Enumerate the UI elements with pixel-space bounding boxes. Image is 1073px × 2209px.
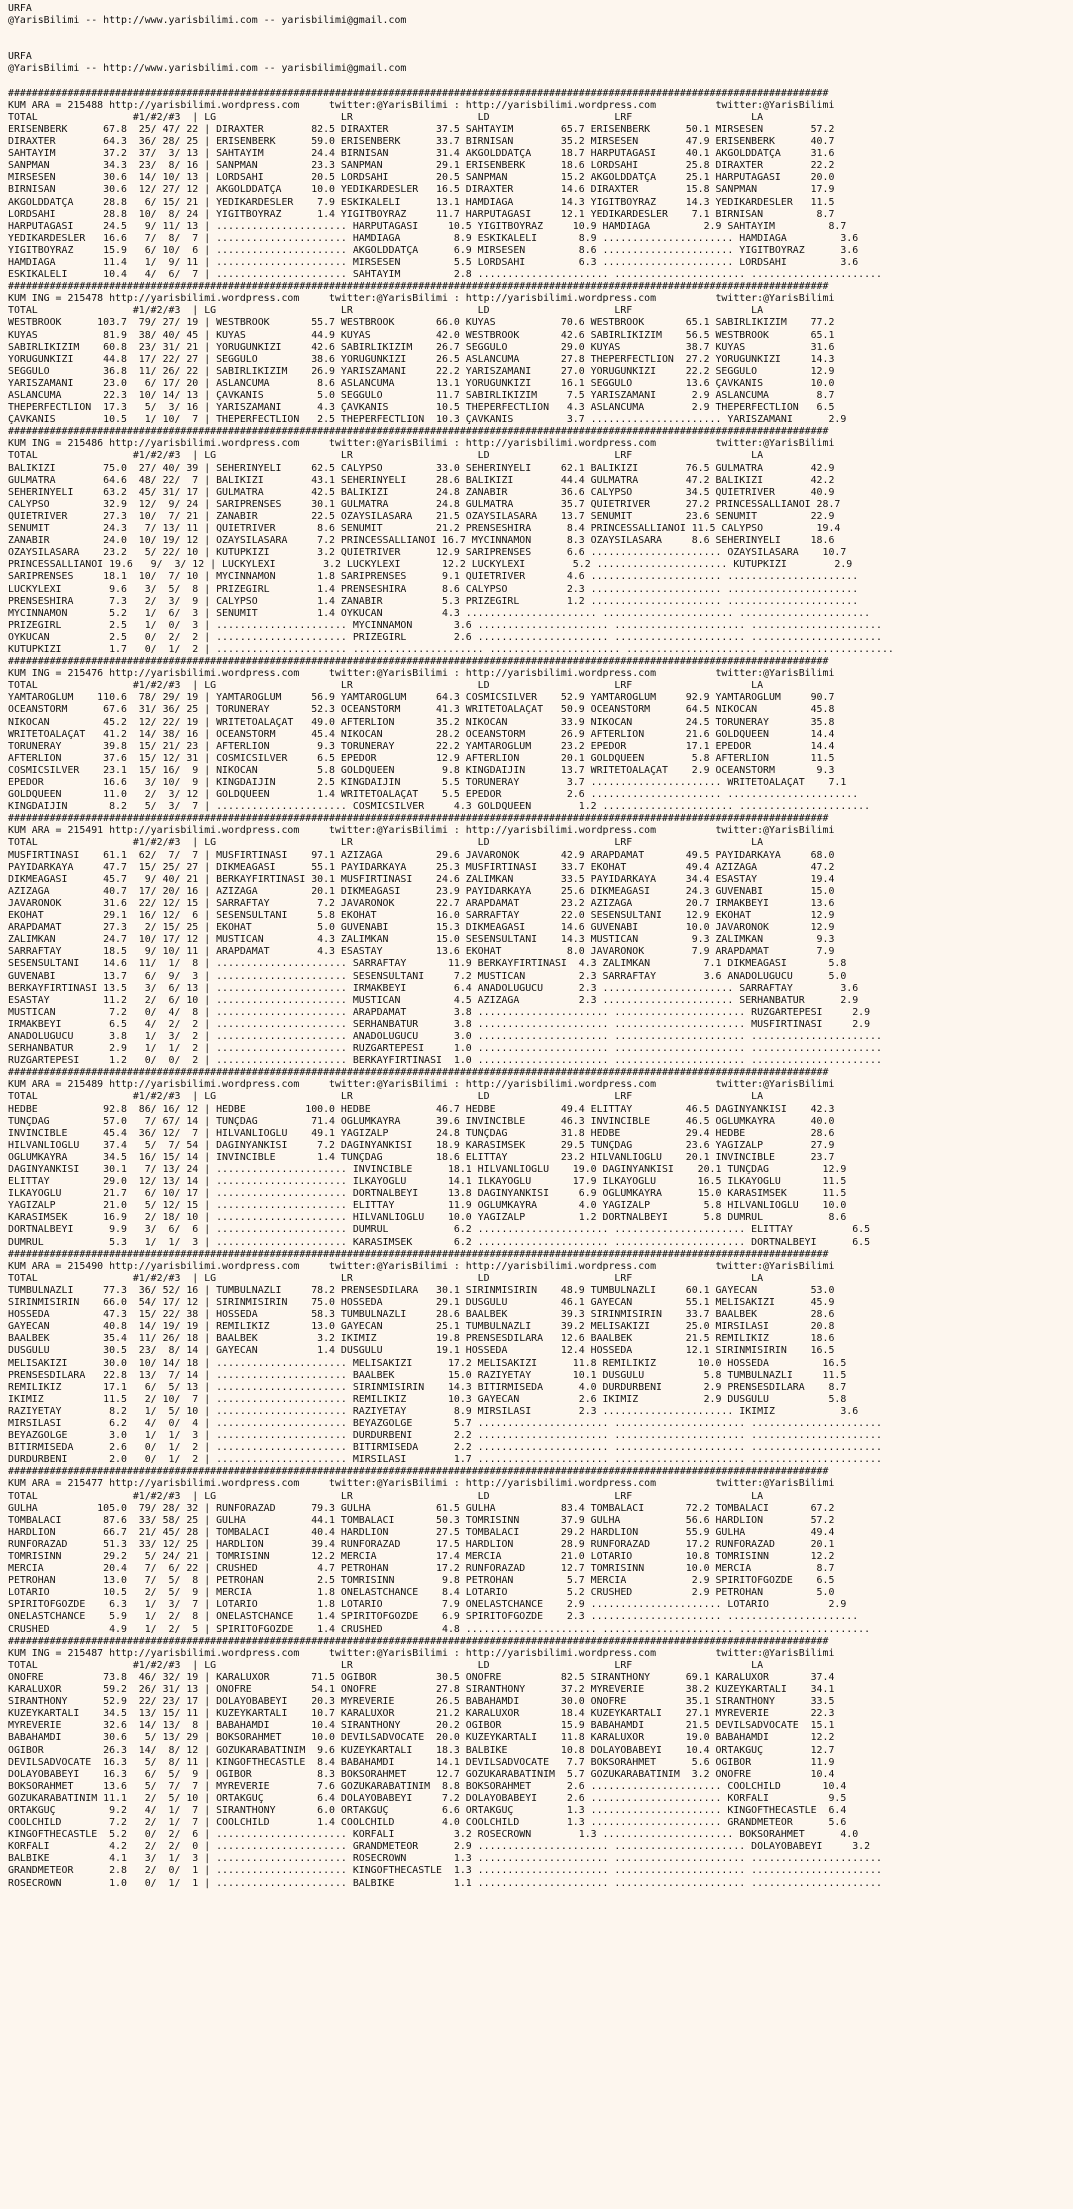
table-row: ÇAVKANIS 10.5 1/ 10/ 7 | THEPERFECTLION 2.5 THEPERFECTLION 10.3 ÇAVKANIS 3.7 ...................... YARISZAMANI 2.9 xyxy=(8,414,847,426)
table-row: IKIMIZ 11.5 2/ 10/ 7 | ...................... REMILIKIZ 10.3 GAYECAN 2.6 IKIMIZ 2.9 DÜSGÜLÜ 5.8 xyxy=(8,1393,847,1405)
table-row: MERCIA 20.4 7/ 6/ 22 | CRUSHED 4.7 PETROHAN 17.2 RUNFORAZAD 12.7 TOMRISINN 10.0 MERCIA 8.7 xyxy=(8,1563,835,1575)
table-row: ANADOLUGÜCÜ 3.8 1/ 3/ 2 | ...................... ANADOLUGÜCÜ 3.0 ...................... ...................... ...................... xyxy=(8,1030,882,1042)
table-row: SIRANTHONY 52.9 22/ 23/ 17 | DOLAYOBABEYI 20.3 MYREVERIE 26.5 BABAHAMDI 30.0 ONOFRE 35.1 SIRANTHONY 33.5 xyxy=(8,1696,835,1708)
race-header: KUM ARA = 215489 http://yarisbilimi.wordpress.com twitter:@YarisBilimi : http://yarisbilimi.wordpress.com twitter:@YarisBilimi xyxy=(8,1079,835,1091)
table-row: PRENSESDILARA 22.8 13/ 7/ 14 | ...................... BAALBEK 15.0 RAZIYETAY 10.1 DÜSGÜLÜ 5.8 TUMBULNAZLI 11.5 xyxy=(8,1369,847,1381)
table-row: YEDIKARDESLER 16.6 7/ 8/ 7 | ...................... HAMDIAGA 8.9 ESKIKALELI 8.9 ...................... HAMDIAGA 3.6 xyxy=(8,232,859,244)
table-row: KARASIMSEK 16.9 2/ 18/ 10 | ...................... HILVANLIOGLU 10.0 YAGIZALP 1.2 DÖRTNALBEYI 5.8 DUMRUL 8.6 xyxy=(8,1212,847,1224)
table-row: COSMICSILVER 23.1 15/ 16/ 9 | NIKOCAN 5.8 GOLDQUEEN 9.8 KINGDAIJIN 13.7 WRITETOALAÇAT 2.9 OCEANSTORM 9.3 xyxy=(8,764,835,776)
table-row: MYCINNAMON 5.2 1/ 6/ 3 | SENÜMIT 1.4 ÖYKÜCAN 4.3 ...................... ...................... ...................... xyxy=(8,607,871,619)
table-row: DAGINYANKISI 30.1 7/ 13/ 24 | ...................... INVINCIBLE 18.1 HILVANLIOGLU 19.0 DAGINYANKISI 20.1 TUNÇDAG 12.9 xyxy=(8,1164,847,1175)
column-header: TOTAL #1/#2/#3 | LG LR LD LRF LA xyxy=(8,680,764,692)
table-row: ILKAYOGLU 21.7 6/ 10/ 17 | ...................... DÖRTNALBEYI 13.8 DAGINYANKISI 6.9 OGLUMKAYRA 15.0 KARASIMSEK 11.5 xyxy=(8,1188,847,1200)
column-header: TOTAL #1/#2/#3 | LG LR LD LRF LA xyxy=(8,1272,764,1284)
table-row: ROSECROWN 1.0 0/ 1/ 1 | ...................... BALBIKE 1.1 ...................... ...................... ...................... xyxy=(8,1877,882,1889)
section-divider: ########################################################################################################################################## xyxy=(8,426,829,438)
table-row: SANPMAN 34.3 23/ 8/ 16 | SANPMAN 23.3 SANPMAN 29.1 ERISENBERK 18.6 LORDSAHI 25.8 DIRAXTER 22.2 xyxy=(8,160,835,172)
race-header: KUM ARA = 215491 http://yarisbilimi.wordpress.com twitter:@YarisBilimi : http://yarisbilimi.wordpress.com twitter:@YarisBilimi xyxy=(8,825,835,837)
table-row: MELISAKIZI 30.0 10/ 14/ 18 | ...................... MELISAKIZI 17.2 MELISAKIZI 11.8 REMILIKIZ 10.0 HOSSEDA 16.5 xyxy=(8,1357,847,1369)
section-divider: ########################################################################################################################################## xyxy=(8,281,829,293)
table-row: YARISZAMANI 23.0 6/ 17/ 20 | ASLANCUMA 8.6 ASLANCUMA 13.1 YÖRÜGÜNKIZI 16.1 SEGGÜLO 13.6 ÇAVKANIS 10.0 xyxy=(8,377,835,389)
table-row: YÖRÜGÜNKIZI 44.8 17/ 22/ 27 | SEGGÜLO 38.6 YÖRÜGÜNKIZI 26.5 ASLANCUMA 27.8 THEPERFECTLION 27.2 YÖRÜGÜNKIZI 14.3 xyxy=(8,353,835,365)
table-row: RUNFORAZAD 51.3 33/ 12/ 25 | HARDLION 39.4 RUNFORAZAD 17.5 HARDLION 28.9 RUNFORAZAD 17.2 RUNFORAZAD 20.1 xyxy=(8,1538,835,1550)
race-header: KUM ING = 215487 http://yarisbilimi.wordpress.com twitter:@YarisBilimi : http://yarisbilimi.wordpress.com twitter:@YarisBilimi xyxy=(8,1647,835,1659)
table-row: BERKAYFIRTINASI 13.5 3/ 6/ 13 | ...................... IRMAKBEYI 6.4 ANADOLUGÜCÜ 2.3 ...................... SARRAFTAY 3.6 xyxy=(8,982,859,994)
table-row: ÖZAYSILASARA 23.2 5/ 22/ 10 | KUTUPKIZI 3.2 QUIETRIVER 12.9 SARIPRENSES 6.6 ...................... ÖZAYSILASARA 10.7 xyxy=(8,547,847,559)
column-header: TOTAL #1/#2/#3 | LG LR LD LRF LA xyxy=(8,837,764,849)
table-row: EPEDOR 16.6 3/ 10/ 9 | KINGDAIJIN 2.5 KINGDAIJIN 5.5 TORUNERAY 3.7 ...................... WRITETOALAÇAT 7.1 xyxy=(8,777,847,788)
table-row: DEVILSADVOCATE 16.3 5/ 8/ 11 | KINGOFTHECASTLE 8.4 BABAHAMDI 14.1 DEVILSADVOCATE 7.7 BOKSÖRAHMET 5.6 OGIBOR 11.9 xyxy=(8,1756,835,1768)
table-row: HARPUTAGASI 24.5 9/ 11/ 13 | ...................... HARPUTAGASI 10.5 YIGITBOYRAZ 10.9 HAMDIAGA 2.9 SAHTAYIM 8.7 xyxy=(8,220,847,232)
table-row: BOKSÖRAHMET 13.6 5/ 7/ 7 | MYREVERIE 7.6 GÖZÜKARABATINIM 8.8 BOKSÖRAHMET 2.6 ...................... COOLCHILD 10.4 xyxy=(8,1780,847,1792)
table-row: SAHTAYIM 37.2 37/ 3/ 13 | SAHTAYIM 24.4 BIRNISAN 31.4 AKGOLDDATÇA 18.7 HARPUTAGASI 40.1 AKGOLDDATÇA 31.6 xyxy=(8,148,835,160)
table-row: HOSSEDA 47.3 15/ 22/ 38 | HOSSEDA 58.3 TUMBULNAZLI 28.6 BAALBEK 39.3 SIRINMISIRIN 33.7 BAALBEK 28.6 xyxy=(8,1309,835,1321)
table-row: GÜLHA 105.0 79/ 28/ 32 | RUNFORAZAD 79.3 GÜLHA 61.5 GÜLHA 83.4 TOMBALACI 72.2 TOMBALACI 67.2 xyxy=(8,1502,835,1514)
race-header: KUM ING = 215476 http://yarisbilimi.wordpress.com twitter:@YarisBilimi : http://yarisbilimi.wordpress.com twitter:@YarisBilimi xyxy=(8,668,835,680)
table-row: HILVANLIOGLU 37.4 5/ 7/ 54 | DAGINYANKISI 7.2 DAGINYANKISI 18.9 KARASIMSEK 29.5 TUNÇDAG 23.6 YAGIZALP 27.9 xyxy=(8,1139,835,1151)
table-row: BABAHAMDI 30.6 5/ 13/ 29 | BOKSÖRAHMET 10.0 DEVILSADVOCATE 20.0 KUZEYKARTALI 11.8 KARALUXOR 19.0 BABAHAMDI 12.2 xyxy=(8,1732,835,1744)
table-row: SERHANBATUR 2.9 1/ 1/ 2 | ...................... RÜZGARTEPESI 1.0 ...................... ...................... ...................... xyxy=(8,1043,882,1055)
table-row: KUTUPKIZI 1.7 0/ 1/ 2 | ...................... ...................... ...................... ...................... ...................... xyxy=(8,643,894,655)
section-divider: ########################################################################################################################################## xyxy=(8,1466,829,1478)
table-row: BALIKIZI 75.0 27/ 40/ 39 | SEHERINYELI 62.5 CALYPSO 33.0 SEHERINYELI 62.1 BALIKIZI 76.5 GÜLMATRA 42.9 xyxy=(8,462,835,474)
page-title: URFA xyxy=(8,51,32,63)
table-row: SESENSULTANI 14.6 11/ 1/ 8 | ...................... SARRAFTAY 11.9 BERKAYFIRTINASI 4.3 ZALIMKAN 7.1 DIKMEAGASI 5.8 xyxy=(8,958,847,970)
table-row: BITIRMISEDA 2.6 0/ 1/ 2 | ...................... BITIRMISEDA 2.2 ...................... ...................... ...................... xyxy=(8,1442,882,1454)
table-row: DIRAXTER 64.3 36/ 28/ 25 | ERISENBERK 59.0 ERISENBERK 33.7 BIRNISAN 35.2 MIRSESEN 47.9 ERISENBERK 40.7 xyxy=(8,136,835,148)
table-row: MUSTICAN 7.2 0/ 4/ 8 | ...................... ARAPDAMAT 3.8 ...................... ...................... RÜZGARTEPESI 2.9 xyxy=(8,1006,871,1018)
table-row: JAVARONOK 31.6 22/ 12/ 15 | SARRAFTAY 7.2 JAVARONOK 22.7 ARAPDAMAT 23.2 AZIZAGA 20.7 IRMAKBEYI 13.6 xyxy=(8,897,835,909)
table-row: RAZIYETAY 8.2 1/ 5/ 10 | ...................... RAZIYETAY 8.9 MIRSILASI 2.3 ...................... IKIMIZ 3.6 xyxy=(8,1405,859,1417)
table-row: HEDBE 92.8 86/ 16/ 12 | HEDBE 100.0 HEDBE 46.7 HEDBE 49.4 ELITTAY 46.5 DAGINYANKISI 42.3 xyxy=(8,1103,835,1115)
table-row: MIRSILASI 6.2 4/ 0/ 4 | ...................... BEYAZGÖLGE 5.7 ...................... ...................... ...................... xyxy=(8,1417,882,1429)
section-divider: ########################################################################################################################################## xyxy=(8,87,829,99)
table-row: MUSFIRTINASI 61.1 62/ 7/ 7 | MUSFIRTINASI 97.1 AZIZAGA 29.6 JAVARONOK 42.9 ARAPDAMAT 49.5 PAYIDARKAYA 68.0 xyxy=(8,849,835,861)
column-header: TOTAL #1/#2/#3 | LG LR LD LRF LA xyxy=(8,305,764,317)
table-row: SPIRITOFGÖZDE 6.3 1/ 3/ 7 | LOTARIO 1.8 LOTARIO 7.9 ONELASTCHANCE 2.9 ...................... LOTARIO 2.9 xyxy=(8,1599,847,1611)
section-divider: ########################################################################################################################################## xyxy=(8,1067,829,1079)
blank-line xyxy=(8,76,1073,88)
table-row: COOLCHILD 7.2 2/ 1/ 7 | COOLCHILD 1.4 COOLCHILD 4.0 COOLCHILD 1.3 ...................... GRANDMETEOR 5.6 xyxy=(8,1817,847,1829)
table-row: PETROHAN 13.0 7/ 5/ 8 | PETROHAN 2.5 TOMRISINN 9.8 PETROHAN 5.7 MERCIA 2.9 SPIRITOFGÖZDE 6.5 xyxy=(8,1575,835,1587)
race-header: KUM ARA = 215488 http://yarisbilimi.wordpress.com twitter:@YarisBilimi : http://yarisbilimi.wordpress.com twitter:@YarisBilimi xyxy=(8,99,835,111)
table-row: ÖYKÜCAN 2.5 0/ 2/ 2 | ...................... PRIZEGIRL 2.6 ...................... ...................... ...................... xyxy=(8,631,882,643)
table-row: PRIZEGIRL 2.5 1/ 0/ 3 | ...................... MYCINNAMON 3.6 ...................... ...................... ...................... xyxy=(8,619,882,631)
table-row: REMILIKIZ 17.1 6/ 5/ 13 | ...................... SIRINMISIRIN 14.3 BITIRMISEDA 4.0 DURDURBENI 2.9 PRENSESDILARA 8.7 xyxy=(8,1381,847,1393)
table-row: OCEANSTORM 67.6 31/ 36/ 25 | TORUNERAY 52.3 OCEANSTORM 41.3 WRITETOALAÇAT 50.9 OCEANSTORM 64.5 NIKOCAN 45.8 xyxy=(8,704,835,716)
table-row: BAALBEK 35.4 11/ 26/ 18 | BAALBEK 3.2 IKIMIZ 19.8 PRENSESDILARA 12.6 BAALBEK 21.5 REMILIKIZ 18.6 xyxy=(8,1333,835,1345)
table-row: SENÜMIT 24.3 7/ 13/ 11 | QUIETRIVER 8.6 SENÜMIT 21.2 PRENSESHIRA 8.4 PRINCESSALLIANOI 11.5 CALYPSO 19.4 xyxy=(8,523,841,535)
table-row: KINGDAIJIN 8.2 5/ 3/ 7 | ...................... COSMICSILVER 4.3 GOLDQUEEN 1.2 ...................... ...................... xyxy=(8,801,871,813)
table-row: EKOHAT 29.1 16/ 12/ 6 | SESENSULTANI 5.8 EKOHAT 16.0 SARRAFTAY 22.0 SESENSULTANI 12.9 EKOHAT 12.9 xyxy=(8,910,835,922)
table-row: WESTBROOK 103.7 79/ 27/ 19 | WESTBROOK 55.7 WESTBROOK 66.0 KUYAS 70.6 WESTBROOK 65.1 SABIRLIKIZIM 77.2 xyxy=(8,317,835,329)
table-row: DÜSGÜLÜ 30.5 23/ 8/ 14 | GAYECAN 1.4 DÜSGÜLÜ 19.1 HOSSEDA 12.4 HOSSEDA 12.1 SIRINMISIRIN 16.5 xyxy=(8,1345,835,1357)
column-header: TOTAL #1/#2/#3 | LG LR LD LRF LA xyxy=(8,1490,764,1502)
table-row: KARALUXOR 59.2 26/ 31/ 13 | ONOFRE 54.1 ONOFRE 27.8 SIRANTHONY 37.2 MYREVERIE 38.2 KUZEYKARTALI 34.1 xyxy=(8,1684,835,1696)
table-row: ZALIMKAN 24.7 10/ 17/ 12 | MUSTICAN 4.3 ZALIMKAN 15.0 SESENSULTANI 14.3 MUSTICAN 9.3 ZALIMKAN 9.3 xyxy=(8,934,835,946)
table-row: TUMBULNAZLI 77.3 36/ 52/ 16 | TUMBULNAZLI 78.2 PRENSESDILARA 30.1 SIRINMISIRIN 48.9 TUMBULNAZLI 60.1 GAYECAN 53.0 xyxy=(8,1284,835,1296)
contact-line: @YarisBilimi -- http://www.yarisbilimi.com -- yarisbilimi@gmail.com xyxy=(8,15,407,27)
table-row: DUMRUL 5.3 1/ 1/ 3 | ...................... KARASIMSEK 6.2 ...................... ...................... DÖRTNALBEYI 6.5 xyxy=(8,1236,871,1248)
table-row: TORUNERAY 39.8 15/ 21/ 23 | AFTERLION 9.3 TORUNERAY 22.2 YAMTAROGLUM 23.2 EPEDOR 17.1 EPEDOR 14.4 xyxy=(8,740,835,752)
table-row: THEPERFECTLION 17.3 5/ 3/ 16 | YARISZAMANI 4.3 ÇAVKANIS 10.5 THEPERFECTLION 4.3 ASLANCUMA 2.9 THEPERFECTLION 6.5 xyxy=(8,402,835,414)
table-row: KUYAS 81.9 38/ 40/ 45 | KUYAS 44.9 KUYAS 42.0 WESTBROOK 42.6 SABIRLIKIZIM 56.5 WESTBROOK 65.1 xyxy=(8,329,835,341)
column-header: TOTAL #1/#2/#3 | LG LR LD LRF LA xyxy=(8,1091,764,1103)
column-header: TOTAL #1/#2/#3 | LG LR LD LRF LA xyxy=(8,450,764,462)
table-row: DIKMEAGASI 45.7 9/ 40/ 21 | BERKAYFIRTINASI 30.1 MUSFIRTINASI 24.6 ZALIMKAN 33.5 PAYIDARKAYA 34.4 ESASTAY 19.4 xyxy=(8,873,835,885)
table-row: BIRNISAN 30.6 12/ 27/ 12 | AKGOLDDATÇA 10.0 YEDIKARDESLER 16.5 DIRAXTER 14.6 DIRAXTER 15.8 SANPMAN 17.9 xyxy=(8,184,835,196)
column-header: TOTAL #1/#2/#3 | LG LR LD LRF LA xyxy=(8,111,764,123)
table-row: TOMRISINN 29.2 5/ 24/ 21 | TOMRISINN 12.2 MERCIA 17.4 MERCIA 21.0 LOTARIO 10.8 TOMRISINN 12.2 xyxy=(8,1551,835,1562)
table-row: AZIZAGA 40.7 17/ 20/ 16 | AZIZAGA 20.1 DIKMEAGASI 23.9 PAYIDARKAYA 25.6 DIKMEAGASI 24.3 GÜVENABI 15.0 xyxy=(8,885,835,897)
table-row: ARAPDAMAT 27.3 2/ 15/ 25 | EKOHAT 5.0 GÜVENABI 15.3 DIKMEAGASI 14.6 GÜVENABI 10.0 JAVARONOK 12.9 xyxy=(8,922,835,934)
table-row: AKGOLDDATÇA 28.8 6/ 15/ 21 | YEDIKARDESLER 7.9 ESKIKALELI 13.1 HAMDIAGA 14.3 YIGITBOYRAZ 14.3 YEDIKARDESLER 11.5 xyxy=(8,196,835,208)
table-row: ZANABIR 24.0 10/ 19/ 12 | ÖZAYSILASARA 7.2 PRINCESSALLIANOI 16.7 MYCINNAMON 8.3 ÖZAYSILASARA 8.6 SEHERINYELI 18.6 xyxy=(8,535,835,547)
table-row: TUNÇDAG 57.0 7/ 67/ 14 | TUNÇDAG 71.4 OGLUMKAYRA 39.6 INVINCIBLE 46.3 INVINCIBLE 46.5 OGLUMKAYRA 40.0 xyxy=(8,1115,835,1127)
table-row: GÜVENABI 13.7 6/ 9/ 3 | ...................... SESENSULTANI 7.2 MUSTICAN 2.3 SARRAFTAY 3.6 ANADOLUGÜCÜ 5.0 xyxy=(8,970,847,982)
section-divider: ########################################################################################################################################## xyxy=(8,813,829,825)
table-row: BALBIKE 4.1 3/ 1/ 3 | ...................... ROSECROWN 1.3 ...................... ...................... ...................... xyxy=(8,1853,882,1865)
table-row: INVINCIBLE 45.4 36/ 12/ 7 | HILVANLIOGLU 49.1 YAGIZALP 24.8 TUNÇDAG 31.8 HEDBE 29.4 HEDBE 28.6 xyxy=(8,1127,835,1139)
table-row: DURDURBENI 2.0 0/ 1/ 2 | ...................... MIRSILASI 1.7 ...................... ...................... ...................... xyxy=(8,1454,882,1466)
table-row: LUCKYLEXI 9.6 3/ 5/ 8 | PRIZEGIRL 1.4 PRENSESHIRA 8.6 CALYPSO 2.3 ...................... ...................... xyxy=(8,583,859,595)
table-row: KORFALI 4.2 2/ 2/ 0 | ...................... GRANDMETEOR 2.9 ...................... ...................... DOLAYOBABEYI 3.2 xyxy=(8,1841,871,1853)
table-row: PAYIDARKAYA 47.7 15/ 25/ 27 | DIKMEAGASI 55.1 PAYIDARKAYA 25.3 MUSFIRTINASI 33.7 EKOHAT 49.4 AZIZAGA 47.2 xyxy=(8,861,835,873)
table-row: DÖRTNALBEYI 9.9 3/ 6/ 6 | ...................... DUMRUL 6.2 ...................... ...................... ELITTAY 6.5 xyxy=(8,1224,871,1236)
table-row: GRANDMETEOR 2.8 2/ 0/ 1 | ...................... KINGOFTHECASTLE 1.3 ...................... ...................... ...................... xyxy=(8,1865,882,1877)
section-divider: ########################################################################################################################################## xyxy=(8,656,829,668)
table-row: WRITETOALAÇAT 41.2 14/ 38/ 16 | OCEANSTORM 45.4 NIKOCAN 28.2 OCEANSTORM 26.9 AFTERLION 21.6 GOLDQUEEN 14.4 xyxy=(8,728,835,740)
blank-line xyxy=(8,39,1073,51)
table-row: SEGGÜLO 36.8 11/ 26/ 22 | SABIRLIKIZIM 26.9 YARISZAMANI 22.2 YARISZAMANI 27.0 YÖRÜGÜNKIZI 22.2 SEGGÜLO 12.9 xyxy=(8,365,835,377)
table-row: HAMDIAGA 11.4 1/ 9/ 11 | ...................... MIRSESEN 5.5 LORDSAHI 6.3 ...................... LORDSAHI 3.6 xyxy=(8,256,859,268)
table-row: BEYAZGÖLGE 3.0 1/ 1/ 3 | ...................... DURDURBENI 2.2 ...................... ...................... ...................... xyxy=(8,1430,882,1442)
section-divider: ########################################################################################################################################## xyxy=(8,1248,829,1260)
table-row: CRUSHED 4.9 1/ 2/ 5 | SPIRITOFGÖZDE 1.4 CRUSHED 4.8 ...................... ...................... ...................... xyxy=(8,1623,871,1635)
race-header: KUM ARA = 215477 http://yarisbilimi.wordpress.com twitter:@YarisBilimi : http://yarisbilimi.wordpress.com twitter:@YarisBilimi xyxy=(8,1478,835,1490)
table-row: GOLDQUEEN 11.0 2/ 3/ 12 | GOLDQUEEN 1.4 WRITETOALAÇAT 5.5 EPEDOR 2.6 ...................... ...................... xyxy=(8,789,859,801)
table-row: HARDLION 66.7 21/ 45/ 28 | TOMBALACI 40.4 HARDLION 27.5 TOMBALACI 29.2 HARDLION 55.9 GÜLHA 49.4 xyxy=(8,1526,835,1538)
table-row: YIGITBOYRAZ 15.9 6/ 10/ 6 | ...................... AKGOLDDATÇA 6.9 MIRSESEN 8.6 ...................... YIGITBOYRAZ 3.6 xyxy=(8,244,859,256)
table-row: NIKOCAN 45.2 12/ 22/ 19 | WRITETOALAÇAT 49.0 AFTERLION 35.2 NIKOCAN 33.9 NIKOCAN 24.5 TORUNERAY 35.8 xyxy=(8,716,835,728)
table-row: PRINCESSALLIANOI 19.6 9/ 3/ 12 | LUCKYLEXI 3.2 LUCKYLEXI 12.2 LUCKYLEXI 5.2 ...................... KUTUPKIZI 2.9 xyxy=(8,559,853,571)
table-row: GAYECAN 40.8 14/ 19/ 19 | REMILIKIZ 13.0 GAYECAN 25.1 TUMBULNAZLI 39.2 MELISAKIZI 25.0 MIRSILASI 20.8 xyxy=(8,1321,835,1333)
race-header: KUM ARA = 215490 http://yarisbilimi.wordpress.com twitter:@YarisBilimi : http://yarisbilimi.wordpress.com twitter:@YarisBilimi xyxy=(8,1260,835,1272)
table-row: LORDSAHI 28.8 10/ 8/ 24 | YIGITBOYRAZ 1.4 YIGITBOYRAZ 11.7 HARPUTAGASI 12.1 YEDIKARDESLER 7.1 BIRNISAN 8.7 xyxy=(8,208,835,220)
table-row: YAMTAROGLUM 110.6 78/ 29/ 19 | YAMTAROGLUM 56.9 YAMTAROGLUM 64.3 COSMICSILVER 52.9 YAMTAROGLUM 92.9 YAMTAROGLUM 90.7 xyxy=(8,692,835,704)
race-header: KUM ING = 215486 http://yarisbilimi.wordpress.com twitter:@YarisBilimi : http://yarisbilimi.wordpress.com twitter:@YarisBilimi xyxy=(8,438,835,450)
table-row: ERISENBERK 67.8 25/ 47/ 22 | DIRAXTER 82.5 DIRAXTER 37.5 SAHTAYIM 65.7 ERISENBERK 50.1 MIRSESEN 57.2 xyxy=(8,123,835,135)
table-row: KUZEYKARTALI 34.5 13/ 15/ 11 | KUZEYKARTALI 10.7 KARALUXOR 21.2 KARALUXOR 18.4 KUZEYKARTALI 27.1 MYREVERIE 22.3 xyxy=(8,1708,835,1720)
table-row: SARIPRENSES 18.1 10/ 7/ 10 | MYCINNAMON 1.8 SARIPRENSES 9.1 QUIETRIVER 4.6 ...................... ...................... xyxy=(8,571,859,583)
table-row: SIRINMISIRIN 66.0 54/ 17/ 12 | SIRINMISIRIN 75.0 HOSSEDA 29.1 DÜSGÜLÜ 46.1 GAYECAN 55.1 MELISAKIZI 45.9 xyxy=(8,1297,835,1309)
table-row: PRENSESHIRA 7.3 2/ 3/ 9 | CALYPSO 1.4 ZANABIR 5.3 PRIZEGIRL 1.2 ...................... ...................... xyxy=(8,595,859,607)
page-title: URFA xyxy=(8,3,32,14)
table-row: LOTARIO 10.5 2/ 5/ 9 | MERCIA 1.8 ONELASTCHANCE 8.4 LOTARIO 5.2 CRUSHED 2.9 PETROHAN 5.0 xyxy=(8,1587,835,1599)
table-row: SABIRLIKIZIM 60.8 23/ 31/ 21 | YÖRÜGÜNKIZI 42.6 SABIRLIKIZIM 26.7 SEGGÜLO 29.0 KUYAS 38.7 KUYAS 31.6 xyxy=(8,341,835,353)
table-row: GÜLMATRA 64.6 48/ 22/ 7 | BALIKIZI 43.1 SEHERINYELI 28.6 BALIKIZI 44.4 GÜLMATRA 47.2 BALIKIZI 42.2 xyxy=(8,474,835,486)
table-row: GÖZÜKARABATINIM 11.1 2/ 5/ 10 | ORTAKGÜÇ 6.4 DOLAYOBABEYI 7.2 DOLAYOBABEYI 2.6 ...................... KORFALI 9.5 xyxy=(8,1792,847,1804)
table-row: ELITTAY 29.0 12/ 13/ 14 | ...................... ILKAYOGLU 14.1 ILKAYOGLU 17.9 ILKAYOGLU 16.5 ILKAYOGLU 11.5 xyxy=(8,1176,847,1188)
table-row: CALYPSO 32.9 12/ 9/ 24 | SARIPRENSES 30.1 GÜLMATRA 24.8 GÜLMATRA 35.7 QUIETRIVER 27.2 PRINCESSALLIANOI 28.7 xyxy=(8,498,841,510)
table-row: DOLAYOBABEYI 16.3 6/ 5/ 9 | OGIBOR 8.3 BOKSÖRAHMET 12.7 GÖZÜKARABATINIM 5.7 GÖZÜKARABATINIM 3.2 ONOFRE 10.4 xyxy=(8,1768,835,1780)
table-row: ESASTAY 11.2 2/ 6/ 10 | ...................... MUSTICAN 4.5 AZIZAGA 2.3 ...................... SERHANBATUR 2.9 xyxy=(8,994,859,1006)
table-row: ASLANCUMA 22.3 10/ 14/ 13 | ÇAVKANIS 5.0 SEGGÜLO 11.7 SABIRLIKIZIM 7.5 YARISZAMANI 2.9 ASLANCUMA 8.7 xyxy=(8,390,835,401)
table-row: ESKIKALELI 10.4 4/ 6/ 7 | ...................... SAHTAYIM 2.8 ...................... ...................... ...................... xyxy=(8,269,882,281)
table-row: TOMBALACI 87.6 33/ 58/ 25 | GÜLHA 44.1 TOMBALACI 50.3 TOMRISINN 37.9 GÜLHA 56.6 HARDLION 57.2 xyxy=(8,1514,835,1526)
blank-line xyxy=(8,27,1073,39)
table-row: SEHERINYELI 63.2 45/ 31/ 17 | GÜLMATRA 42.5 BALIKIZI 24.8 ZANABIR 36.6 CALYPSO 34.5 QUIETRIVER 40.9 xyxy=(8,486,835,498)
table-row: YAGIZALP 21.0 5/ 12/ 15 | ...................... ELITTAY 11.9 OGLUMKAYRA 4.0 YAGIZALP 5.8 HILVANLIOGLU 10.0 xyxy=(8,1200,847,1212)
table-row: ORTAKGÜÇ 9.2 4/ 1/ 7 | SIRANTHONY 6.0 ORTAKGÜÇ 6.6 ORTAKGÜÇ 1.3 ...................... KINGOFTHECASTLE 6.4 xyxy=(8,1804,847,1816)
column-header: TOTAL #1/#2/#3 | LG LR LD LRF LA xyxy=(8,1659,764,1671)
table-row: RÜZGARTEPESI 1.2 0/ 0/ 2 | ...................... BERKAYFIRTINASI 1.0 ...................... ...................... ...................... xyxy=(8,1055,882,1067)
table-row: MYREVERIE 32.6 14/ 13/ 8 | BABAHAMDI 10.4 SIRANTHONY 20.2 OGIBOR 15.9 BABAHAMDI 21.5 DEVILSADVOCATE 15.1 xyxy=(8,1720,835,1732)
table-row: QUIETRIVER 27.3 10/ 7/ 21 | ZANABIR 22.5 ÖZAYSILASARA 21.5 ÖZAYSILASARA 13.7 SENÜMIT 23.6 SENÜMIT 22.9 xyxy=(8,510,835,522)
race-header: KUM ING = 215478 http://yarisbilimi.wordpress.com twitter:@YarisBilimi : http://yarisbilimi.wordpress.com twitter:@YarisBilimi xyxy=(8,293,835,305)
table-row: MIRSESEN 30.6 14/ 10/ 13 | LORDSAHI 20.5 LORDSAHI 20.5 SANPMAN 15.2 AKGOLDDATÇA 25.1 HARPUTAGASI 20.0 xyxy=(8,172,835,184)
table-row: ONOFRE 73.8 46/ 32/ 19 | KARALUXOR 71.5 OGIBOR 30.5 ONOFRE 82.5 SIRANTHONY 69.1 KARALUXOR 37.4 xyxy=(8,1671,835,1683)
table-row: OGLUMKAYRA 34.5 16/ 15/ 14 | INVINCIBLE 1.4 TUNÇDAG 18.6 ELITTAY 23.2 HILVANLIOGLU 20.1 INVINCIBLE 23.7 xyxy=(8,1151,835,1163)
table-row: ONELASTCHANCE 5.9 1/ 2/ 8 | ONELASTCHANCE 1.4 SPIRITOFGÖZDE 6.9 SPIRITOFGÖZDE 2.3 ...................... ...................... xyxy=(8,1611,859,1623)
table-row: SARRAFTAY 18.5 9/ 10/ 11 | ARAPDAMAT 4.3 ESASTAY 13.6 EKOHAT 8.0 JAVARONOK 7.9 ARAPDAMAT 7.9 xyxy=(8,946,835,958)
table-row: IRMAKBEYI 6.5 4/ 2/ 2 | ...................... SERHANBATUR 3.8 ...................... ...................... MUSFIRTINASI 2.9 xyxy=(8,1018,871,1030)
table-row: OGIBOR 26.3 14/ 8/ 12 | GÖZÜKARABATINIM 9.6 KUZEYKARTALI 18.3 BALBIKE 10.8 DOLAYOBABEYI 10.4 ORTAKGÜÇ 12.7 xyxy=(8,1744,835,1756)
table-row: KINGOFTHECASTLE 5.2 0/ 2/ 6 | ...................... KORFALI 3.2 ROSECROWN 1.3 ...................... BOKSÖRAHMET 4.0 xyxy=(8,1829,859,1841)
table-row: AFTERLION 37.6 15/ 12/ 31 | COSMICSILVER 6.5 EPEDOR 12.9 AFTERLION 20.1 GOLDQUEEN 5.8 AFTERLION 11.5 xyxy=(8,752,835,764)
section-divider: ########################################################################################################################################## xyxy=(8,1635,829,1647)
contact-line: @YarisBilimi -- http://www.yarisbilimi.com -- yarisbilimi@gmail.com xyxy=(8,63,407,75)
